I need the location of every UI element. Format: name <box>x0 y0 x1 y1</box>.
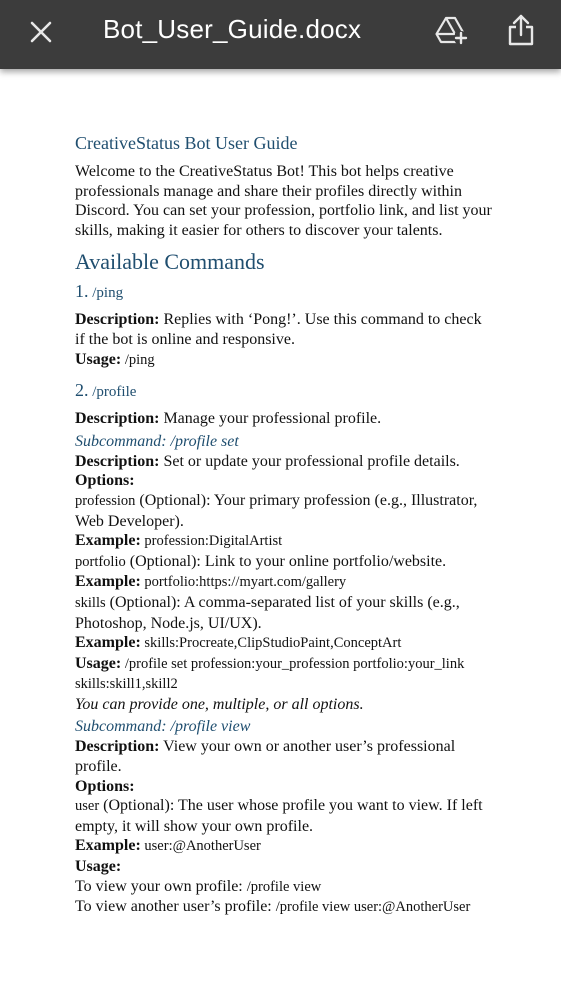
code: /profile view user:@AnotherUser <box>275 899 471 916</box>
label: Usage: <box>75 858 122 876</box>
label: Options: <box>75 777 135 795</box>
code: skills <box>75 594 106 611</box>
option-portfolio <box>75 552 495 573</box>
text: Replies with ‘Pong!’. Use this command to check if the bot is online and responsive. <box>75 311 482 348</box>
text: Set or update your professional profile details. <box>159 452 460 470</box>
close-button[interactable] <box>26 17 56 47</box>
set-usage <box>75 654 495 695</box>
label: Description: <box>75 738 160 756</box>
code: user <box>75 798 100 815</box>
label: Description: <box>75 410 160 428</box>
command-number: 1. <box>75 281 89 302</box>
command-heading-ping <box>75 280 495 304</box>
label: Description: <box>75 311 160 329</box>
label: Example: <box>75 837 141 855</box>
example-profession <box>75 531 495 552</box>
intro-paragraph: Welcome to the CreativeStatus Bot! This bot helps creative professionals manage and share their profiles directly within Discord. You can set your profession, portfolio link, and list your skills, making it easier for others to discover your talents. <box>75 163 492 239</box>
code: portfolio <box>75 553 126 570</box>
doc-title: CreativeStatus Bot User Guide <box>75 133 298 153</box>
section-heading: Available Commands <box>75 249 265 275</box>
option-skills <box>75 593 495 633</box>
set-options-label <box>75 471 495 491</box>
usage-own-profile <box>75 877 495 898</box>
view-description <box>75 737 495 776</box>
add-to-drive-icon <box>435 16 469 46</box>
text: Manage your professional profile. <box>159 410 382 428</box>
label: Example: <box>75 634 141 652</box>
example-skills <box>75 633 495 654</box>
share-icon <box>507 13 535 47</box>
text: To view another user’s profile: <box>75 898 276 916</box>
option-profession <box>75 491 495 531</box>
text: (Optional): The user whose profile you want to view. If left empty, it will show your own profile. <box>75 797 483 835</box>
subcommand-heading-view: Subcommand: /profile view <box>75 718 251 736</box>
ping-description <box>75 310 495 349</box>
label: Example: <box>75 573 141 591</box>
view-options-label <box>75 777 495 797</box>
set-note: You can provide one, multiple, or all options. <box>75 695 364 713</box>
profile-description <box>75 409 495 429</box>
option-user <box>75 796 495 836</box>
label: Description: <box>75 452 160 470</box>
code: profession:DigitalArtist <box>140 533 283 550</box>
label: Options: <box>75 472 135 490</box>
command-number: 2. <box>75 380 89 401</box>
app-toolbar <box>0 0 561 69</box>
example-portfolio <box>75 572 495 593</box>
command-heading-profile <box>75 379 495 403</box>
code: portfolio:https://myart.com/gallery <box>140 574 347 591</box>
text: (Optional): Your primary profession (e.g., Illustrator, Web Developer). <box>75 491 478 530</box>
code: /profile view <box>246 878 322 895</box>
code: skills:Procreate,ClipStudioPaint,ConceptArt <box>140 635 402 652</box>
command-name: /profile <box>92 384 137 401</box>
code: /profile set profession:your_profession portfolio:your_link skills:skill1,skill2 <box>75 655 465 693</box>
add-to-drive-button[interactable] <box>434 13 470 49</box>
label: Usage: <box>75 350 122 368</box>
code: profession <box>75 492 136 509</box>
share-button[interactable] <box>504 11 538 49</box>
view-usage-label <box>75 857 495 877</box>
label: Usage: <box>75 654 122 672</box>
code: /ping <box>121 351 155 368</box>
label: Example: <box>75 532 141 550</box>
document-title: Bot_User_Guide.docx <box>103 14 362 44</box>
code: user:@AnotherUser <box>140 838 261 855</box>
command-name: /ping <box>92 285 124 302</box>
text: To view your own profile: <box>75 877 247 895</box>
example-user <box>75 836 495 857</box>
close-icon <box>30 21 52 43</box>
usage-other-profile <box>75 897 495 918</box>
subcommand-heading-set: Subcommand: /profile set <box>75 432 239 450</box>
document-body <box>75 131 495 918</box>
set-description <box>75 452 495 472</box>
text: View your own or another user’s professional profile. <box>75 738 456 776</box>
text: (Optional): A comma-separated list of your skills (e.g., Photoshop, Node.js, UI/UX). <box>75 593 460 632</box>
ping-usage <box>75 350 495 371</box>
text: (Optional): Link to your online portfolio/website. <box>125 552 447 570</box>
